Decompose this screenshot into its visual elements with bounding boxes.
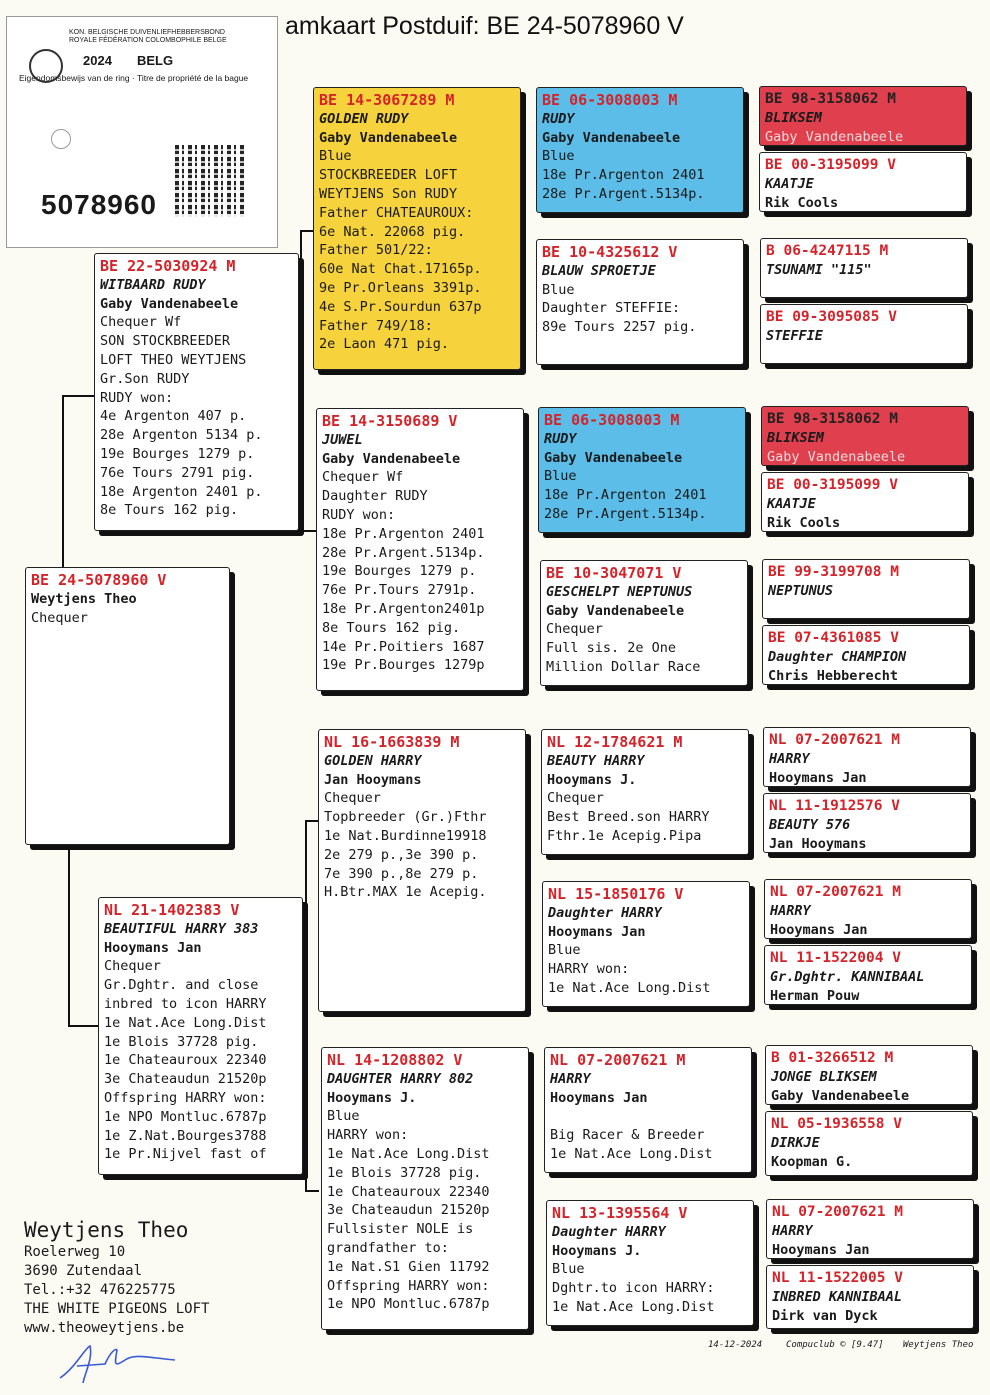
pigeon-name: BLIKSEM	[767, 429, 824, 446]
pigeon-name: STEFFIE	[766, 327, 823, 344]
pigeon-name: GESCHELPT NEPTUNUS	[546, 583, 693, 600]
signature-icon	[55, 1338, 185, 1388]
owner-name: Hooymans Jan	[550, 1089, 648, 1106]
ring-number: NL 07-2007621 M	[770, 884, 901, 900]
ring-card-year: 2024	[83, 53, 112, 68]
pigeon-name: BEAUTY HARRY	[547, 752, 645, 769]
ring-number: BE 09-3095085 V	[766, 309, 897, 325]
pigeon-name: HARRY	[770, 902, 811, 919]
owner-website[interactable]: www.theoweytjens.be	[24, 1320, 185, 1336]
pigeon-name: GOLDEN HARRY	[324, 752, 422, 769]
pigeon-name: HARRY	[772, 1222, 813, 1239]
pigeon-name: BLIKSEM	[765, 109, 822, 126]
pigeon-name: JUWEL	[322, 431, 363, 448]
ring-number: BE 06-3008003 M	[544, 411, 680, 429]
pigeon-notes: Chequer Wf Daughter RUDY RUDY won: 18e Pr.Argenton 2401 28e Pr.Argent.5134p. 19e Bourges 1279 p. 76e Pr.Tours 2791p. 18e Pr.Argenton2401p 8e Tours 162 pig. 14e Pr.Poitiers 1687 19e Pr.Bourges 1279p	[322, 469, 485, 674]
pigeon-name: Daughter HARRY	[552, 1223, 666, 1240]
ring-number: B 06-4247115 M	[766, 243, 889, 259]
pigeon-card-dam[interactable]	[98, 897, 303, 1175]
pigeon-notes: Chequer Topbreeder (Gr.)Fthr 1e Nat.Burdinne19918 2e 279 p.,3e 390 p. 7e 390 p.,8e 279 p. H.Btr.MAX 1e Acepig.	[324, 790, 487, 901]
pigeon-notes: Blue STOCKBREEDER LOFT WEYTJENS Son RUDY Father CHATEAUROUX: 6e Nat. 22068 pig. Father 501/22: 60e Nat Chat.17165p. 9e Pr.Orleans 3391p. 4e S.Pr.Sourdun 637p Father 749/18: 2e Laon 471 pig.	[319, 148, 482, 353]
pigeon-name: DAUGHTER HARRY 802	[327, 1070, 474, 1087]
ring-card-subtitle: Eigendomsbewijs van de ring · Titre de propriété de la bague	[19, 73, 249, 83]
connector-line	[305, 820, 307, 1190]
ring-card-country: BELG	[137, 53, 174, 68]
connector-line	[62, 395, 64, 567]
ring-number: BE 00-3195099 V	[765, 157, 896, 173]
owner-city: 3690 Zutendaal	[24, 1263, 143, 1279]
pigeon-card-grandsire-maternal[interactable]	[318, 729, 526, 1012]
pigeon-card-gen5[interactable]	[766, 1265, 974, 1329]
footer-date: 14-12-2024	[708, 1340, 763, 1350]
owner-name: Hooymans J.	[547, 771, 637, 788]
pigeon-card-sire[interactable]	[94, 253, 299, 531]
owner-name: Gaby Vandenabeele	[100, 295, 239, 312]
ring-card-number: 5078960	[41, 189, 158, 220]
ring-ownership-card	[6, 16, 278, 248]
pigeon-card-gen4[interactable]: BE 06-3008003 M RUDY Gaby Vandenabeele Blue 18e Pr.Argenton 2401 28e Pr.Argent.5134p.	[538, 407, 746, 533]
pigeon-name: KAATJE	[767, 495, 816, 512]
pigeon-name: WITBAARD RUDY	[100, 276, 206, 293]
owner-name: Gaby Vandenabeele	[322, 450, 461, 467]
ring-number: BE 98-3158062 M	[765, 91, 896, 107]
ring-number: NL 11-1522004 V	[770, 950, 901, 966]
ring-number: NL 07-2007621 M	[769, 732, 900, 748]
pigeon-notes: Blue HARRY won: 1e Nat.Ace Long.Dist 1e Blois 37728 pig. 1e Chateauroux 22340 3e Chateaudun 21520p Fullsister NOLE is grandfather to: 1e Nat.S1 Gien 11792 Offspring HARRY won: 1e NPO Montluc.6787p	[327, 1108, 490, 1313]
owner-name: Gaby Vandenabeele	[542, 129, 681, 146]
owner-name: Chris Hebberecht	[768, 667, 899, 684]
pigeon-card-gen5[interactable]	[763, 793, 971, 853]
pigeon-card-granddam-maternal[interactable]	[321, 1047, 529, 1330]
owner-name: Dirk van Dyck	[772, 1307, 878, 1324]
ring-number: BE 06-3008003 M	[542, 91, 678, 109]
pigeon-card-gen5[interactable]	[759, 86, 967, 146]
ring-number: NL 07-2007621 M	[550, 1051, 686, 1069]
owner-name: Hooymans J.	[552, 1242, 642, 1259]
pigeon-name: TSUNAMI "115"	[766, 261, 872, 278]
connector-line	[62, 395, 96, 397]
pigeon-card-gen4[interactable]: NL 07-2007621 M HARRY Hooymans Jan Big Racer & Breeder 1e Nat.Ace Long.Dist	[544, 1047, 752, 1173]
ring-number: NL 15-1850176 V	[548, 885, 684, 903]
ring-number: BE 10-4325612 V	[542, 243, 678, 261]
pigeon-card-gen5[interactable]	[759, 152, 967, 212]
ring-number: BE 10-3047071 V	[546, 564, 682, 582]
qr-code-icon	[175, 145, 247, 217]
ring-number: NL 13-1395564 V	[552, 1204, 688, 1222]
punch-hole-icon	[51, 129, 71, 149]
pigeon-card-gen5[interactable]	[764, 945, 972, 1005]
pigeon-card-gen5[interactable]	[762, 559, 970, 619]
ring-number: BE 22-5030924 M	[100, 257, 236, 275]
pigeon-card-gen4[interactable]: BE 10-4325612 V BLAUW SPROETJE Blue Daughter STEFFIE: 89e Tours 2257 pig.	[536, 239, 744, 365]
ring-number: NL 11-1522005 V	[772, 1270, 903, 1286]
pigeon-name: NEPTUNUS	[768, 582, 834, 599]
ring-number: BE 24-5078960 V	[31, 571, 167, 589]
connector-line	[305, 1190, 319, 1192]
pigeon-name: Gr.Dghtr. KANNIBAAL	[770, 968, 925, 985]
pigeon-card-gen5[interactable]	[760, 238, 968, 298]
pigeon-color: Chequer	[31, 609, 88, 626]
owner-name: Koopman G.	[771, 1153, 853, 1170]
pigeon-card-gen5[interactable]	[760, 304, 968, 364]
pigeon-card-gen5[interactable]	[762, 625, 970, 685]
owner-name: Rik Cools	[767, 514, 841, 531]
pigeon-name: RUDY	[542, 110, 575, 127]
pigeon-notes: Chequer Wf SON STOCKBREEDER LOFT THEO WEYTJENS Gr.Son RUDY RUDY won: 4e Argenton 407 p. 28e Argenton 5134 p. 19e Bourges 1279 p. 76e Tours 2791 pig. 18e Argenton 2401 p. 8e Tours 162 pig.	[100, 314, 263, 519]
ring-number: NL 12-1784621 M	[547, 733, 683, 751]
pigeon-name: JONGE BLIKSEM	[771, 1068, 877, 1085]
pigeon-card-gen5[interactable]	[765, 1045, 973, 1105]
owner-name: Hooymans J.	[327, 1089, 417, 1106]
owner-name: Gaby Vandenabeele	[319, 129, 458, 146]
pigeon-card-granddam-paternal[interactable]	[316, 408, 524, 691]
connector-line	[68, 845, 70, 1025]
owner-name: Gaby Vandenabeele	[767, 448, 906, 465]
pigeon-card-gen5[interactable]	[765, 1111, 973, 1176]
pigeon-name: KAATJE	[765, 175, 814, 192]
footer-owner: Weytjens Theo	[903, 1340, 974, 1350]
pigeon-card-gen4[interactable]: BE 10-3047071 V GESCHELPT NEPTUNUS Gaby Vandenabeele Chequer Full sis. 2e One Million Dollar Race	[540, 560, 748, 686]
owner-name: Jan Hooymans	[769, 835, 867, 852]
connector-line	[300, 530, 316, 532]
pigeon-card-grandsire-paternal[interactable]	[313, 87, 521, 370]
pigeon-card-gen5[interactable]	[761, 406, 969, 466]
ring-number: NL 14-1208802 V	[327, 1051, 463, 1069]
pigeon-name: DIRKJE	[771, 1134, 820, 1151]
owner-name: Rik Cools	[765, 194, 839, 211]
connector-line	[68, 1025, 98, 1027]
owner-name: Hooymans Jan	[769, 769, 867, 786]
owner-name: Hooymans Jan	[770, 921, 868, 938]
owner-address: Roelerweg 10	[24, 1244, 126, 1260]
pigeon-name: Daughter HARRY	[548, 904, 662, 921]
pigeon-card-gen5[interactable]	[766, 1199, 974, 1259]
ring-number: BE 99-3199708 M	[768, 564, 899, 580]
pigeon-name: GOLDEN RUDY	[319, 110, 409, 127]
ring-number: BE 14-3067289 M	[319, 91, 455, 109]
page-title: amkaart Postduif: BE 24-5078960 V	[285, 12, 684, 40]
ring-number: NL 05-1936558 V	[771, 1116, 902, 1132]
owner-phone: Tel.:+32 476225775	[24, 1282, 176, 1298]
pigeon-card-gen5[interactable]	[761, 472, 969, 532]
owner-name: Gaby Vandenabeele	[771, 1087, 910, 1104]
pigeon-card-gen4[interactable]: NL 15-1850176 V Daughter HARRY Hooymans Jan Blue HARRY won: 1e Nat.Ace Long.Dist	[542, 881, 750, 1007]
owner-name: Hooymans Jan	[104, 939, 202, 956]
owner-name: Hooymans Jan	[548, 923, 646, 940]
ring-number: BE 14-3150689 V	[322, 412, 458, 430]
pigeon-card-gen5[interactable]	[763, 727, 971, 787]
owner-name: Hooymans Jan	[772, 1241, 870, 1258]
pigeon-card-gen4[interactable]: BE 06-3008003 M RUDY Gaby Vandenabeele Blue 18e Pr.Argenton 2401 28e Pr.Argent.5134p.	[536, 87, 744, 213]
pigeon-name: HARRY	[550, 1070, 591, 1087]
pigeon-name: HARRY	[769, 750, 810, 767]
owner-name: Jan Hooymans	[324, 771, 422, 788]
pigeon-card-gen4[interactable]: NL 13-1395564 V Daughter HARRY Hooymans J. Blue Dghtr.to icon HARRY: 1e Nat.Ace Long.Dist	[546, 1200, 754, 1326]
ring-number: BE 00-3195099 V	[767, 477, 898, 493]
connector-line	[305, 820, 319, 822]
ring-number: NL 16-1663839 M	[324, 733, 460, 751]
pigeon-name: INBRED KANNIBAAL	[772, 1288, 903, 1305]
owner-name: Gaby Vandenabeele	[544, 449, 683, 466]
owner-name: Gaby Vandenabeele	[546, 602, 685, 619]
owner-name: Herman Pouw	[770, 987, 860, 1004]
owner-name: Weytjens Theo	[31, 590, 137, 607]
ring-number: NL 07-2007621 M	[772, 1204, 903, 1220]
pigeon-card-gen5[interactable]	[764, 879, 972, 939]
owner-contact-block	[24, 1217, 209, 1338]
owner-loft: THE WHITE PIGEONS LOFT	[24, 1301, 210, 1317]
pigeon-notes: Chequer Gr.Dghtr. and close inbred to icon HARRY 1e Nat.Ace Long.Dist 1e Blois 37728 pig. 1e Chateauroux 22340 3e Chateaudun 21520p Offspring HARRY won: 1e NPO Montluc.6787p 1e Z.Nat.Bourges3788 1e Pr.Nijvel fast of	[104, 958, 267, 1163]
connector-line	[300, 230, 302, 530]
ring-number: B 01-3266512 M	[771, 1050, 894, 1066]
pigeon-card-subject[interactable]	[25, 567, 230, 845]
ring-number: BE 07-4361085 V	[768, 630, 899, 646]
pigeon-name: RUDY	[544, 430, 577, 447]
pigeon-name: BEAUTY 576	[769, 816, 851, 833]
ring-number: NL 21-1402383 V	[104, 901, 240, 919]
owner-name: Gaby Vandenabeele	[765, 128, 904, 145]
ring-card-header: KON. BELGISCHE DUIVENLIEFHEBBERSBOND ROYALE FÉDÉRATION COLOMBOPHILE BELGE	[69, 29, 227, 44]
owner-name: Weytjens Theo	[24, 1218, 189, 1242]
ring-number: BE 98-3158062 M	[767, 411, 898, 427]
pigeon-name: Daughter CHAMPION	[768, 648, 907, 665]
pigeon-name: BEAUTIFUL HARRY 383	[104, 920, 259, 937]
ring-number: NL 11-1912576 V	[769, 798, 900, 814]
pigeon-card-gen4[interactable]: NL 12-1784621 M BEAUTY HARRY Hooymans J. Chequer Best Breed.son HARRY Fthr.1e Acepig.Pipa	[541, 729, 749, 855]
pigeon-name: BLAUW SPROETJE	[542, 262, 656, 279]
footer-software: Compuclub © [9.47]	[786, 1340, 884, 1350]
